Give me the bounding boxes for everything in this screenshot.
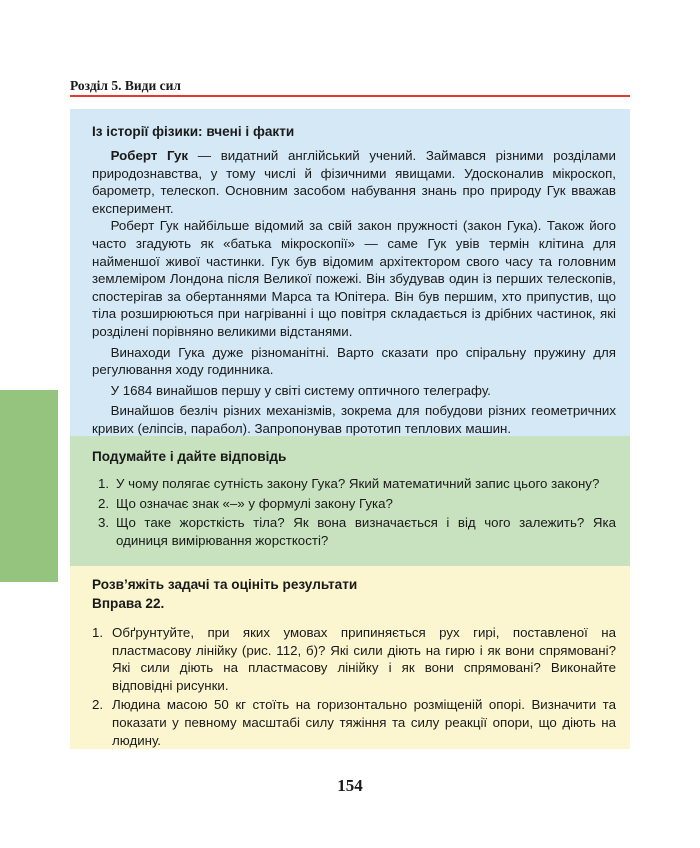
history-paragraph-1-text: — видатний англійський учений. Займався різними розділами природознавства, у тому числі й фізичними явищами. Удосконалив мікроскоп, барометр, телескоп. Основним засобом набування знань про природу Гук вважав експеримент.: [92, 148, 616, 216]
tasks-title: Розв’яжіть задачі та оцініть результати: [92, 577, 358, 592]
history-paragraph-1: [92, 147, 616, 217]
questions-list: [92, 475, 616, 549]
task-number: 2.: [92, 697, 104, 713]
history-box: [70, 109, 630, 436]
task-number: 1.: [92, 625, 104, 640]
history-paragraph-3: Винаходи Гука дуже різноманітні. Варто сказати про спіральну пружину для регулювання ходу годинника.: [92, 344, 616, 378]
question-number: 2.: [98, 495, 110, 511]
page-number: 154: [337, 776, 363, 795]
history-paragraph-5: Винайшов безліч різних механізмів, зокрема для побудови різних геометричних кривих (еліпсів, парабол). Запропонував прототип теплових машин.: [92, 403, 616, 436]
history-paragraph-2: Роберт Гук найбільше відомий за свій закон пружності (закон Гука). Також його часто згадують як «батька мікроскопії» — саме Гук увів термін клітина для найменшої живої частинки. Гук був відомим архітектором свого часу та головним землеміром Лондона після Великої пожежі. Він збудував один із перших телескопів, спостерігав за обертаннями Марса та Юпітера. Він був першим, хто припустив, що тіла розширюються при нагріванні і що повітря складається із дрібних частинок, які розділені порівняно великими відстанями.: [92, 218, 616, 339]
task-item: [92, 696, 616, 749]
header-divider: [70, 95, 630, 97]
questions-box: [70, 436, 630, 566]
tasks-list: [92, 624, 616, 749]
side-color-tab: [0, 390, 58, 582]
question-number: 3.: [98, 515, 110, 531]
questions-title: Подумайте і дайте відповідь: [92, 449, 287, 464]
task-item: [92, 624, 616, 694]
question-item: [92, 514, 616, 549]
question-number: 1.: [98, 476, 110, 491]
question-item: [92, 475, 616, 493]
tasks-box: [70, 566, 630, 749]
task-text: Людина масою 50 кг стоїть на горизонтально розміщеній опорі. Визначити та показати у певному масштабі силу тяжіння та силу реакції опори, що діють на людину.: [112, 697, 616, 748]
question-text: Що означає знак «–» у формулі закону Гука?: [116, 495, 393, 511]
exercise-number: Вправа 22.: [92, 596, 165, 611]
question-text: У чому полягає сутність закону Гука? Який математичний запис цього закону?: [116, 476, 600, 491]
question-item: [92, 495, 616, 513]
scientist-name: Роберт Гук: [110, 148, 189, 163]
question-text: Що таке жорсткість тіла? Як вона визначається і від чого залежить? Яка одиниця вимірювання жорсткості?: [116, 515, 616, 548]
task-text: Обґрунтуйте, при яких умовах припиняється рух гирі, поставленої на пластмасову лінійку (рис. 112, б)? Які сили діють на гирю і як вони спрямовані? Які сили діють на пластмасову лінійку і як вони спрямовані? Виконайте відповідні рисунки.: [112, 625, 616, 693]
history-paragraph-4: У 1684 винайшов першу у світі систему оптичного телеграфу.: [110, 382, 491, 398]
chapter-title: Розділ 5. Види сил: [70, 78, 181, 93]
history-title: Із історії фізики: вчені і факти: [92, 124, 295, 139]
